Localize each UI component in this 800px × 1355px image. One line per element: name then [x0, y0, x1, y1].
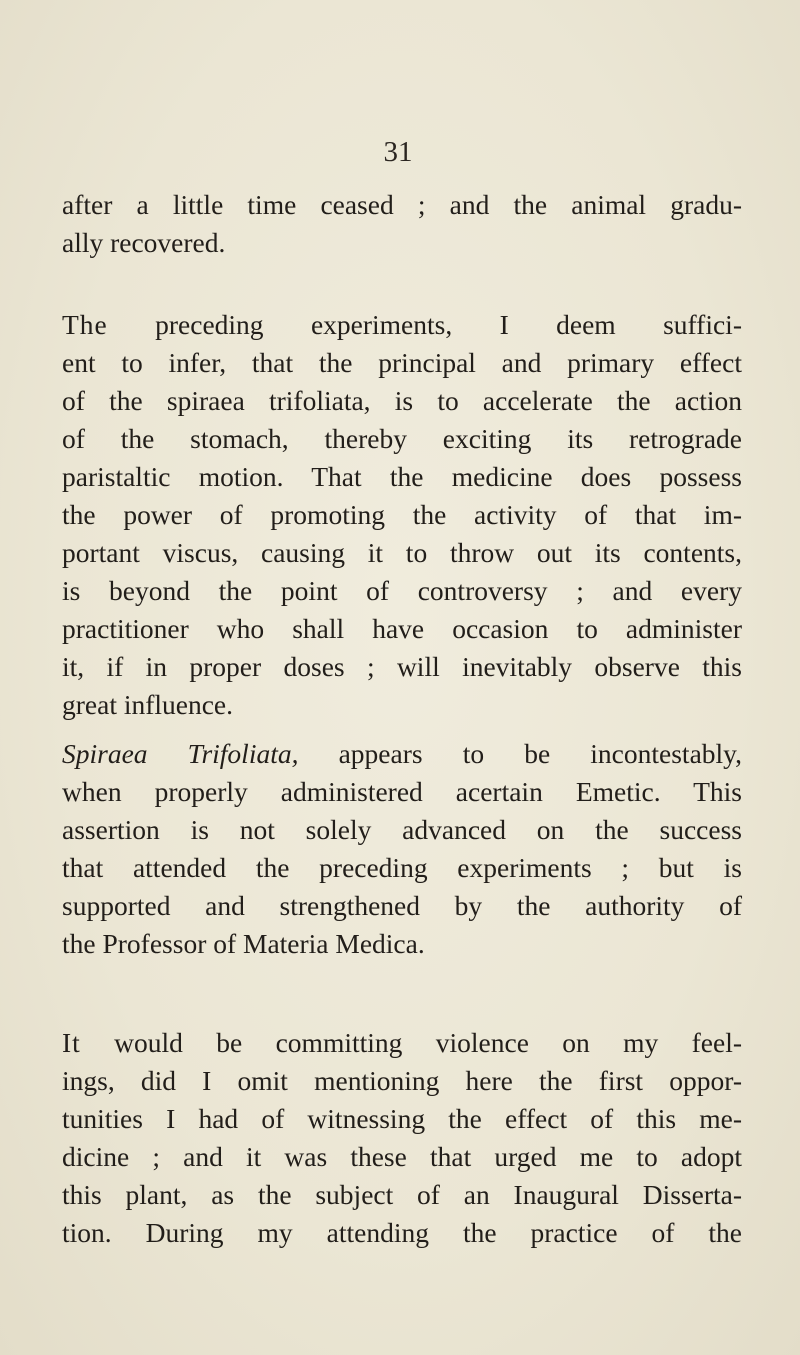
text-line: this plant, as the subject of an Inaugural Disserta- [62, 1179, 742, 1210]
paragraph-lead-word: The [62, 309, 108, 340]
page-number: 31 [383, 136, 413, 168]
text-line: paristaltic motion. That the medicine does possess [62, 461, 742, 492]
text-line: portant viscus, causing it to throw out its contents, [62, 537, 742, 568]
text-line: dicine ; and it was these that urged me to adopt [62, 1141, 742, 1172]
text-line-with-lead [62, 306, 742, 344]
text-line: after a little time ceased ; and the animal gradu- [62, 189, 742, 220]
text-line: of the stomach, thereby exciting its retrograde [62, 423, 742, 454]
text-line: that attended the preceding experiments ; but is [62, 852, 742, 883]
text-line: great influence. [62, 689, 234, 720]
text-line: the power of promoting the activity of that im- [62, 499, 742, 530]
text-line-with-lead [62, 1024, 742, 1062]
text-line: ings, did I omit mentioning here the first oppor- [62, 1065, 742, 1096]
text-line-rest: would be committing violence on my feel- [80, 1027, 742, 1058]
text-line: tunities I had of witnessing the effect of this me- [62, 1103, 742, 1134]
paragraph-lead-word: It [62, 1027, 81, 1058]
text-line: assertion is not solely advanced on the success [62, 814, 742, 845]
text-line: supported and strengthened by the authority of [62, 890, 742, 921]
species-name: Spiraea Trifoliata, [62, 738, 299, 769]
text-line: of the spiraea trifoliata, is to accelerate the action [62, 385, 742, 416]
text-line-with-lead [62, 735, 742, 773]
text-line: it, if in proper doses ; will inevitably observe this [62, 651, 742, 682]
text-line: practitioner who shall have occasion to administer [62, 613, 742, 644]
text-line: ent to infer, that the principal and primary effect [62, 347, 742, 378]
text-line: the Professor of Materia Medica. [62, 928, 425, 959]
text-line: is beyond the point of controversy ; and every [62, 575, 742, 606]
text-line: tion. During my attending the practice of the [62, 1217, 742, 1248]
text-line: when properly administered acertain Emetic. This [62, 776, 742, 807]
text-line-rest: preceding experiments, I deem suffici- [107, 309, 742, 340]
text-line-rest: appears to be incontestably, [298, 738, 743, 769]
text-line: ally recovered. [62, 227, 226, 258]
